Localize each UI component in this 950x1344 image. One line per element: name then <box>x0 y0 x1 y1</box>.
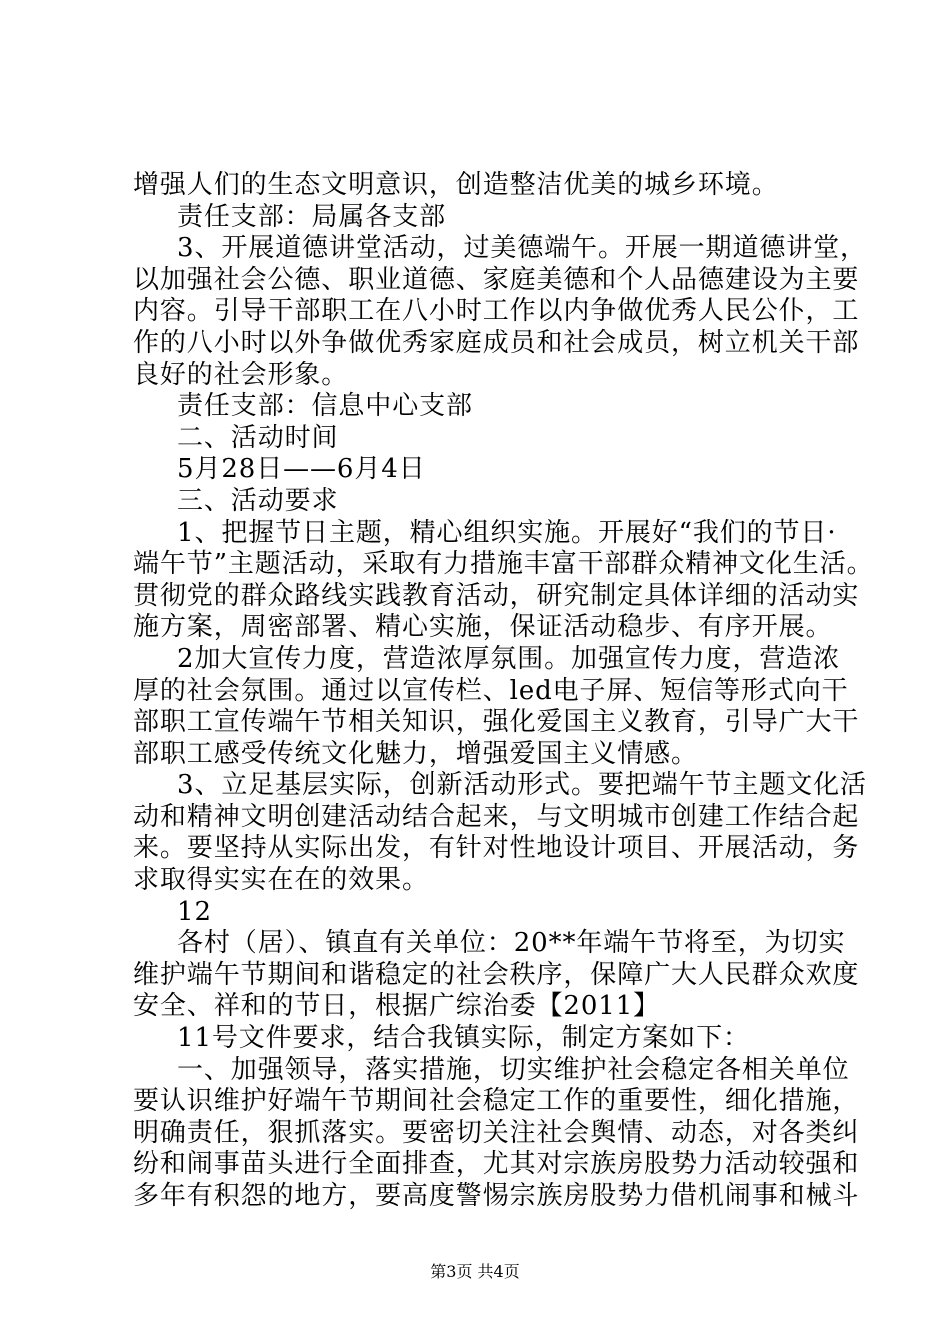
text-line: 11号文件要求，结合我镇实际，制定方案如下： <box>177 1023 750 1054</box>
text-line: 安全、祥和的节日，根据广综治委【2011】 <box>133 991 661 1022</box>
text-line: 厚的社会氛围。通过以宣传栏、led电子屏、短信等形式向干 <box>133 675 849 706</box>
page-number: 第3页 共4页 <box>430 1262 520 1281</box>
text-line: 3、立足基层实际，创新活动形式。要把端午节主题文化活 <box>177 770 867 801</box>
text-line: 维护端午节期间和谐稳定的社会秩序，保障广大人民群众欢度 <box>133 959 860 990</box>
text-line: 明确责任，狠抓落实。要密切关注社会舆情、动态，对各类纠 <box>133 1117 860 1148</box>
text-line: 部职工感受传统文化魅力，增强爱国主义情感。 <box>133 738 698 769</box>
text-line: 二、活动时间 <box>177 422 339 453</box>
text-line: 一、加强领导，落实措施，切实维护社会稳定各相关单位 <box>177 1054 850 1085</box>
text-line: 纷和闹事苗头进行全面排查，尤其对宗族房股势力活动较强和 <box>133 1149 860 1180</box>
page-footer <box>0 1262 950 1282</box>
text-line: 要认识维护好端午节期间社会稳定工作的重要性，细化措施， <box>133 1086 860 1117</box>
text-line: 责任支部：信息中心支部 <box>177 391 473 422</box>
text-line: 贯彻党的群众路线实践教育活动，研究制定具体详细的活动实 <box>133 580 860 611</box>
text-line: 三、活动要求 <box>177 485 339 516</box>
text-line: 施方案，周密部署、精心实施，保证活动稳步、有序开展。 <box>133 612 833 643</box>
text-line: 12 <box>177 896 212 927</box>
text-line: 来。要坚持从实际出发，有针对性地设计项目、开展活动，务 <box>133 833 860 864</box>
text-line: 多年有积怨的地方，要高度警惕宗族房股势力借机闹事和械斗 <box>133 1181 860 1211</box>
text-line: 良好的社会形象。 <box>133 359 349 390</box>
text-line: 责任支部：局属各支部 <box>177 201 447 232</box>
text-line: 增强人们的生态文明意识，创造整洁优美的城乡环境。 <box>133 170 779 200</box>
text-line: 求取得实实在在的效果。 <box>133 865 429 896</box>
text-line: 5月28日——6月4日 <box>177 454 426 485</box>
text-line: 1、把握节日主题，精心组织实施。开展好“我们的节日· <box>177 517 837 548</box>
text-line: 以加强社会公德、职业道德、家庭美德和个人品德建设为主要 <box>133 264 860 295</box>
text-line: 2加大宣传力度，营造浓厚氛围。加强宣传力度，营造浓 <box>177 643 841 674</box>
document-body <box>133 170 874 1213</box>
text-line: 作的八小时以外争做优秀家庭成员和社会成员，树立机关干部 <box>133 327 860 358</box>
text-line: 各村（居）、镇直有关单位：20**年端午节将至，为切实 <box>177 928 846 959</box>
text-line: 端午节”主题活动，采取有力措施丰富干部群众精神文化生活。 <box>133 549 874 580</box>
text-line: 3、开展道德讲堂活动，过美德端午。开展一期道德讲堂， <box>177 233 867 264</box>
text-line: 动和精神文明创建活动结合起来，与文明城市创建工作结合起 <box>133 801 860 832</box>
text-line: 部职工宣传端午节相关知识，强化爱国主义教育，引导广大干 <box>133 707 860 738</box>
text-line: 内容。引导干部职工在八小时工作以内争做优秀人民公仆，工 <box>133 296 860 327</box>
